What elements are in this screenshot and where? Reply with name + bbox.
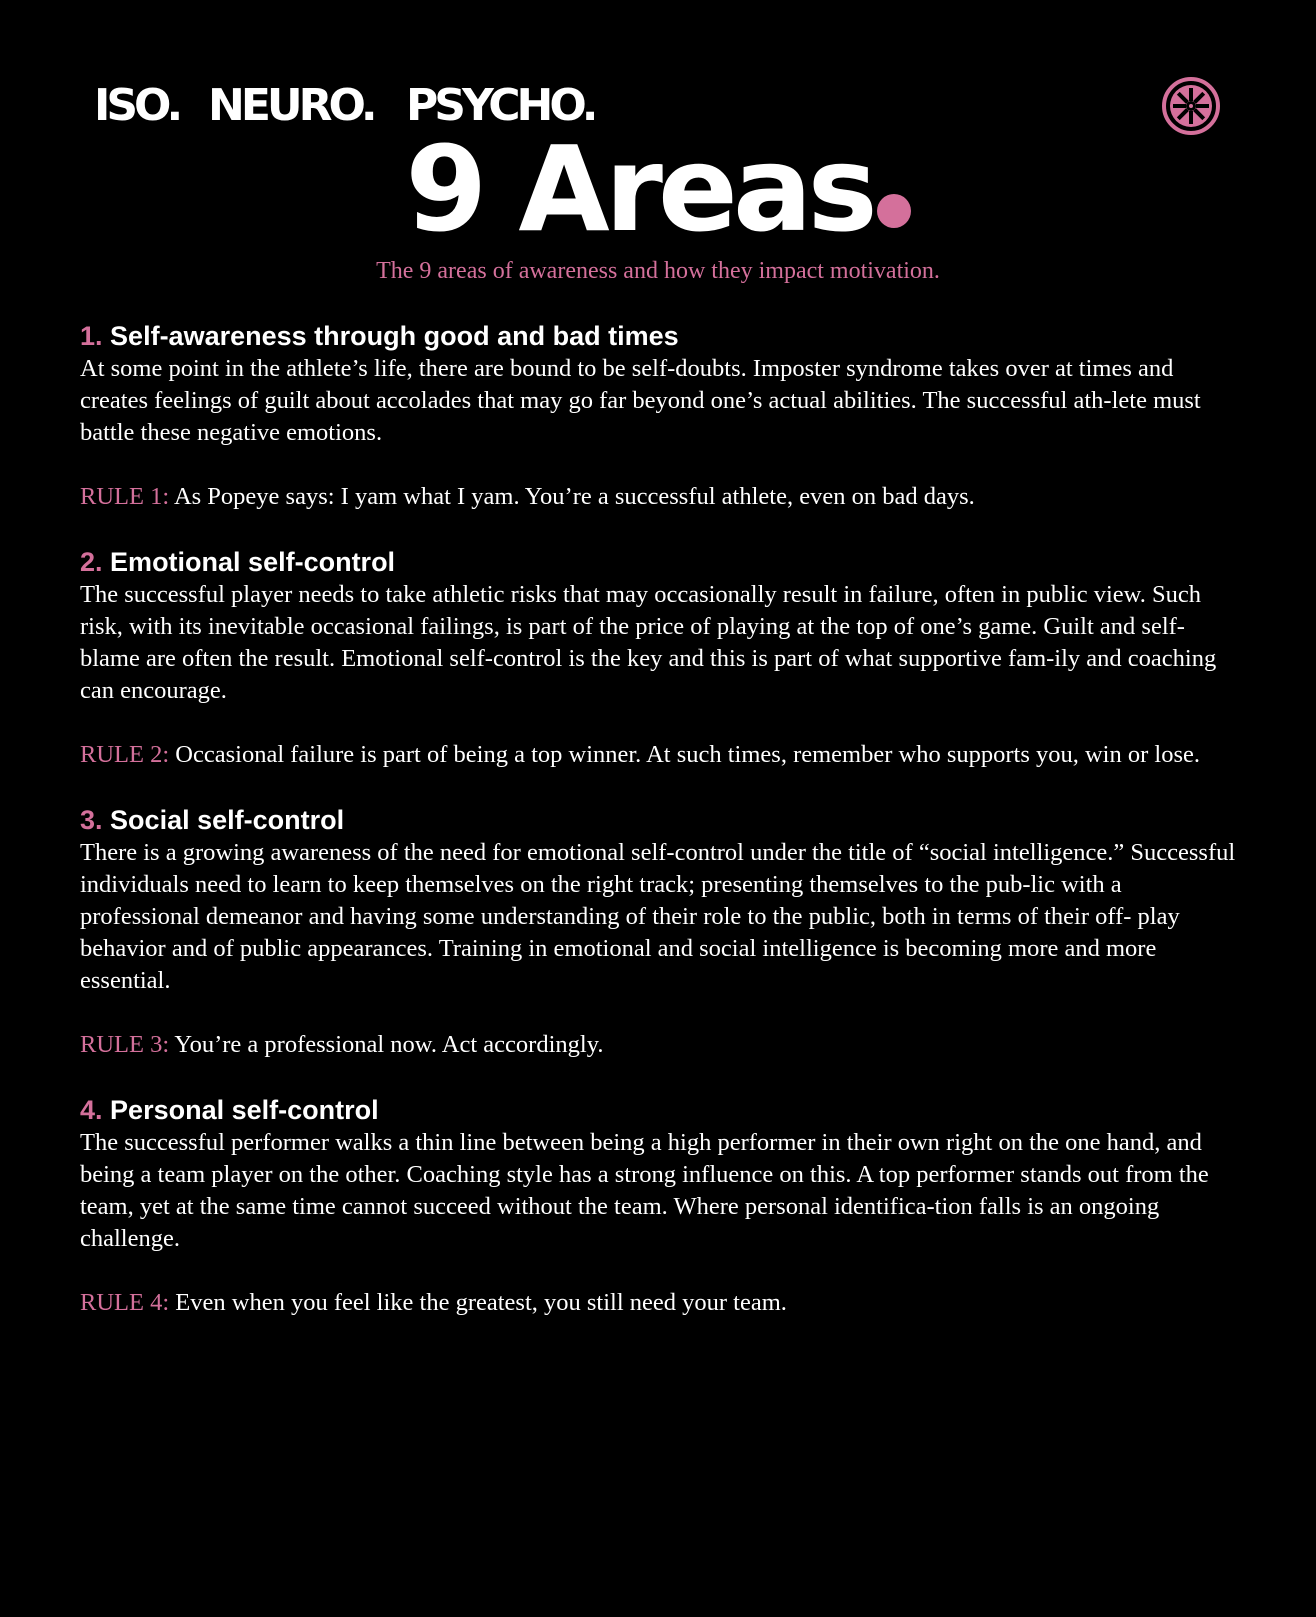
header-word-iso: ISO. bbox=[94, 80, 180, 131]
section-body: There is a growing awareness of the need for emotional self-control under the title of “social intelligence.” Successful individuals need to learn to keep themselves on the right track; presenting themselves to the pub-lic with a professional demeanor and having some understanding of their role to the public, both in terms of their off- play behavior and of public appearances. Training in emotional and social intelligence is becoming more and more essential. bbox=[80, 839, 1236, 994]
section-title: Emotional self-control bbox=[110, 547, 396, 577]
rule-label: RULE 3: bbox=[80, 1031, 170, 1058]
rule-label: RULE 4: bbox=[80, 1289, 170, 1316]
section-rule bbox=[80, 481, 1240, 513]
title-dot bbox=[877, 194, 911, 228]
section-number: 1. bbox=[80, 321, 103, 351]
page-title-text: 9 Areas bbox=[405, 120, 873, 258]
section-number: 4. bbox=[80, 1095, 103, 1125]
section-number: 2. bbox=[80, 547, 103, 577]
section-2 bbox=[80, 545, 1240, 771]
rule-text: Occasional failure is part of being a top winner. At such times, remember who supports you, win or lose. bbox=[175, 741, 1200, 768]
section-body: At some point in the athlete’s life, there are bound to be self-doubts. Imposter syndrome takes over at times and creates feelings of guilt about accolades that may go far beyond one’s actual abilities. The successful ath-lete must battle these negative emotions. bbox=[80, 355, 1201, 446]
section-title: Self-awareness through good and bad times bbox=[110, 321, 679, 351]
section-heading bbox=[80, 1093, 1240, 1127]
section-title: Social self-control bbox=[110, 805, 345, 835]
section-heading bbox=[80, 803, 1240, 837]
page-subtitle: The 9 areas of awareness and how they impact motivation. bbox=[376, 258, 940, 284]
content bbox=[80, 319, 1240, 1351]
section-number: 3. bbox=[80, 805, 103, 835]
section-4 bbox=[80, 1093, 1240, 1319]
section-body: The successful performer walks a thin line between being a high performer in their own right on the one hand, and being a team player on the other. Coaching style has a strong influence on this. A top performer stands out from the team, yet at the same time cannot succeed without the team. Where personal identifica-tion falls is an ongoing challenge. bbox=[80, 1129, 1209, 1252]
emblem-logo-icon bbox=[1161, 76, 1221, 136]
rule-text: Even when you feel like the greatest, you still need your team. bbox=[175, 1289, 787, 1316]
section-heading bbox=[80, 319, 1240, 353]
header-word-neuro: NEURO. bbox=[208, 80, 374, 131]
rule-text: As Popeye says: I yam what I yam. You’re a successful athlete, even on bad days. bbox=[173, 483, 975, 510]
rule-text: You’re a professional now. Act accordingly. bbox=[174, 1031, 604, 1058]
section-title: Personal self-control bbox=[110, 1095, 379, 1125]
section-heading bbox=[80, 545, 1240, 579]
section-body: The successful player needs to take athletic risks that may occasionally result in failure, often in public view. Such risk, with its inevitable occasional failings, is part of the price of playing at the top of one’s game. Guilt and self- blame are often the result. Emotional self-control is the key and this is part of what supportive fam-ily and coaching can encourage. bbox=[80, 581, 1217, 704]
section-rule bbox=[80, 1287, 1240, 1319]
section-rule bbox=[80, 739, 1240, 771]
header-word-psycho: PSYCHO. bbox=[406, 80, 595, 131]
rule-label: RULE 2: bbox=[80, 741, 170, 768]
section-rule bbox=[80, 1029, 1240, 1061]
section-3 bbox=[80, 803, 1240, 1061]
rule-label: RULE 1: bbox=[80, 483, 170, 510]
section-1 bbox=[80, 319, 1240, 513]
page-title bbox=[0, 120, 1316, 258]
